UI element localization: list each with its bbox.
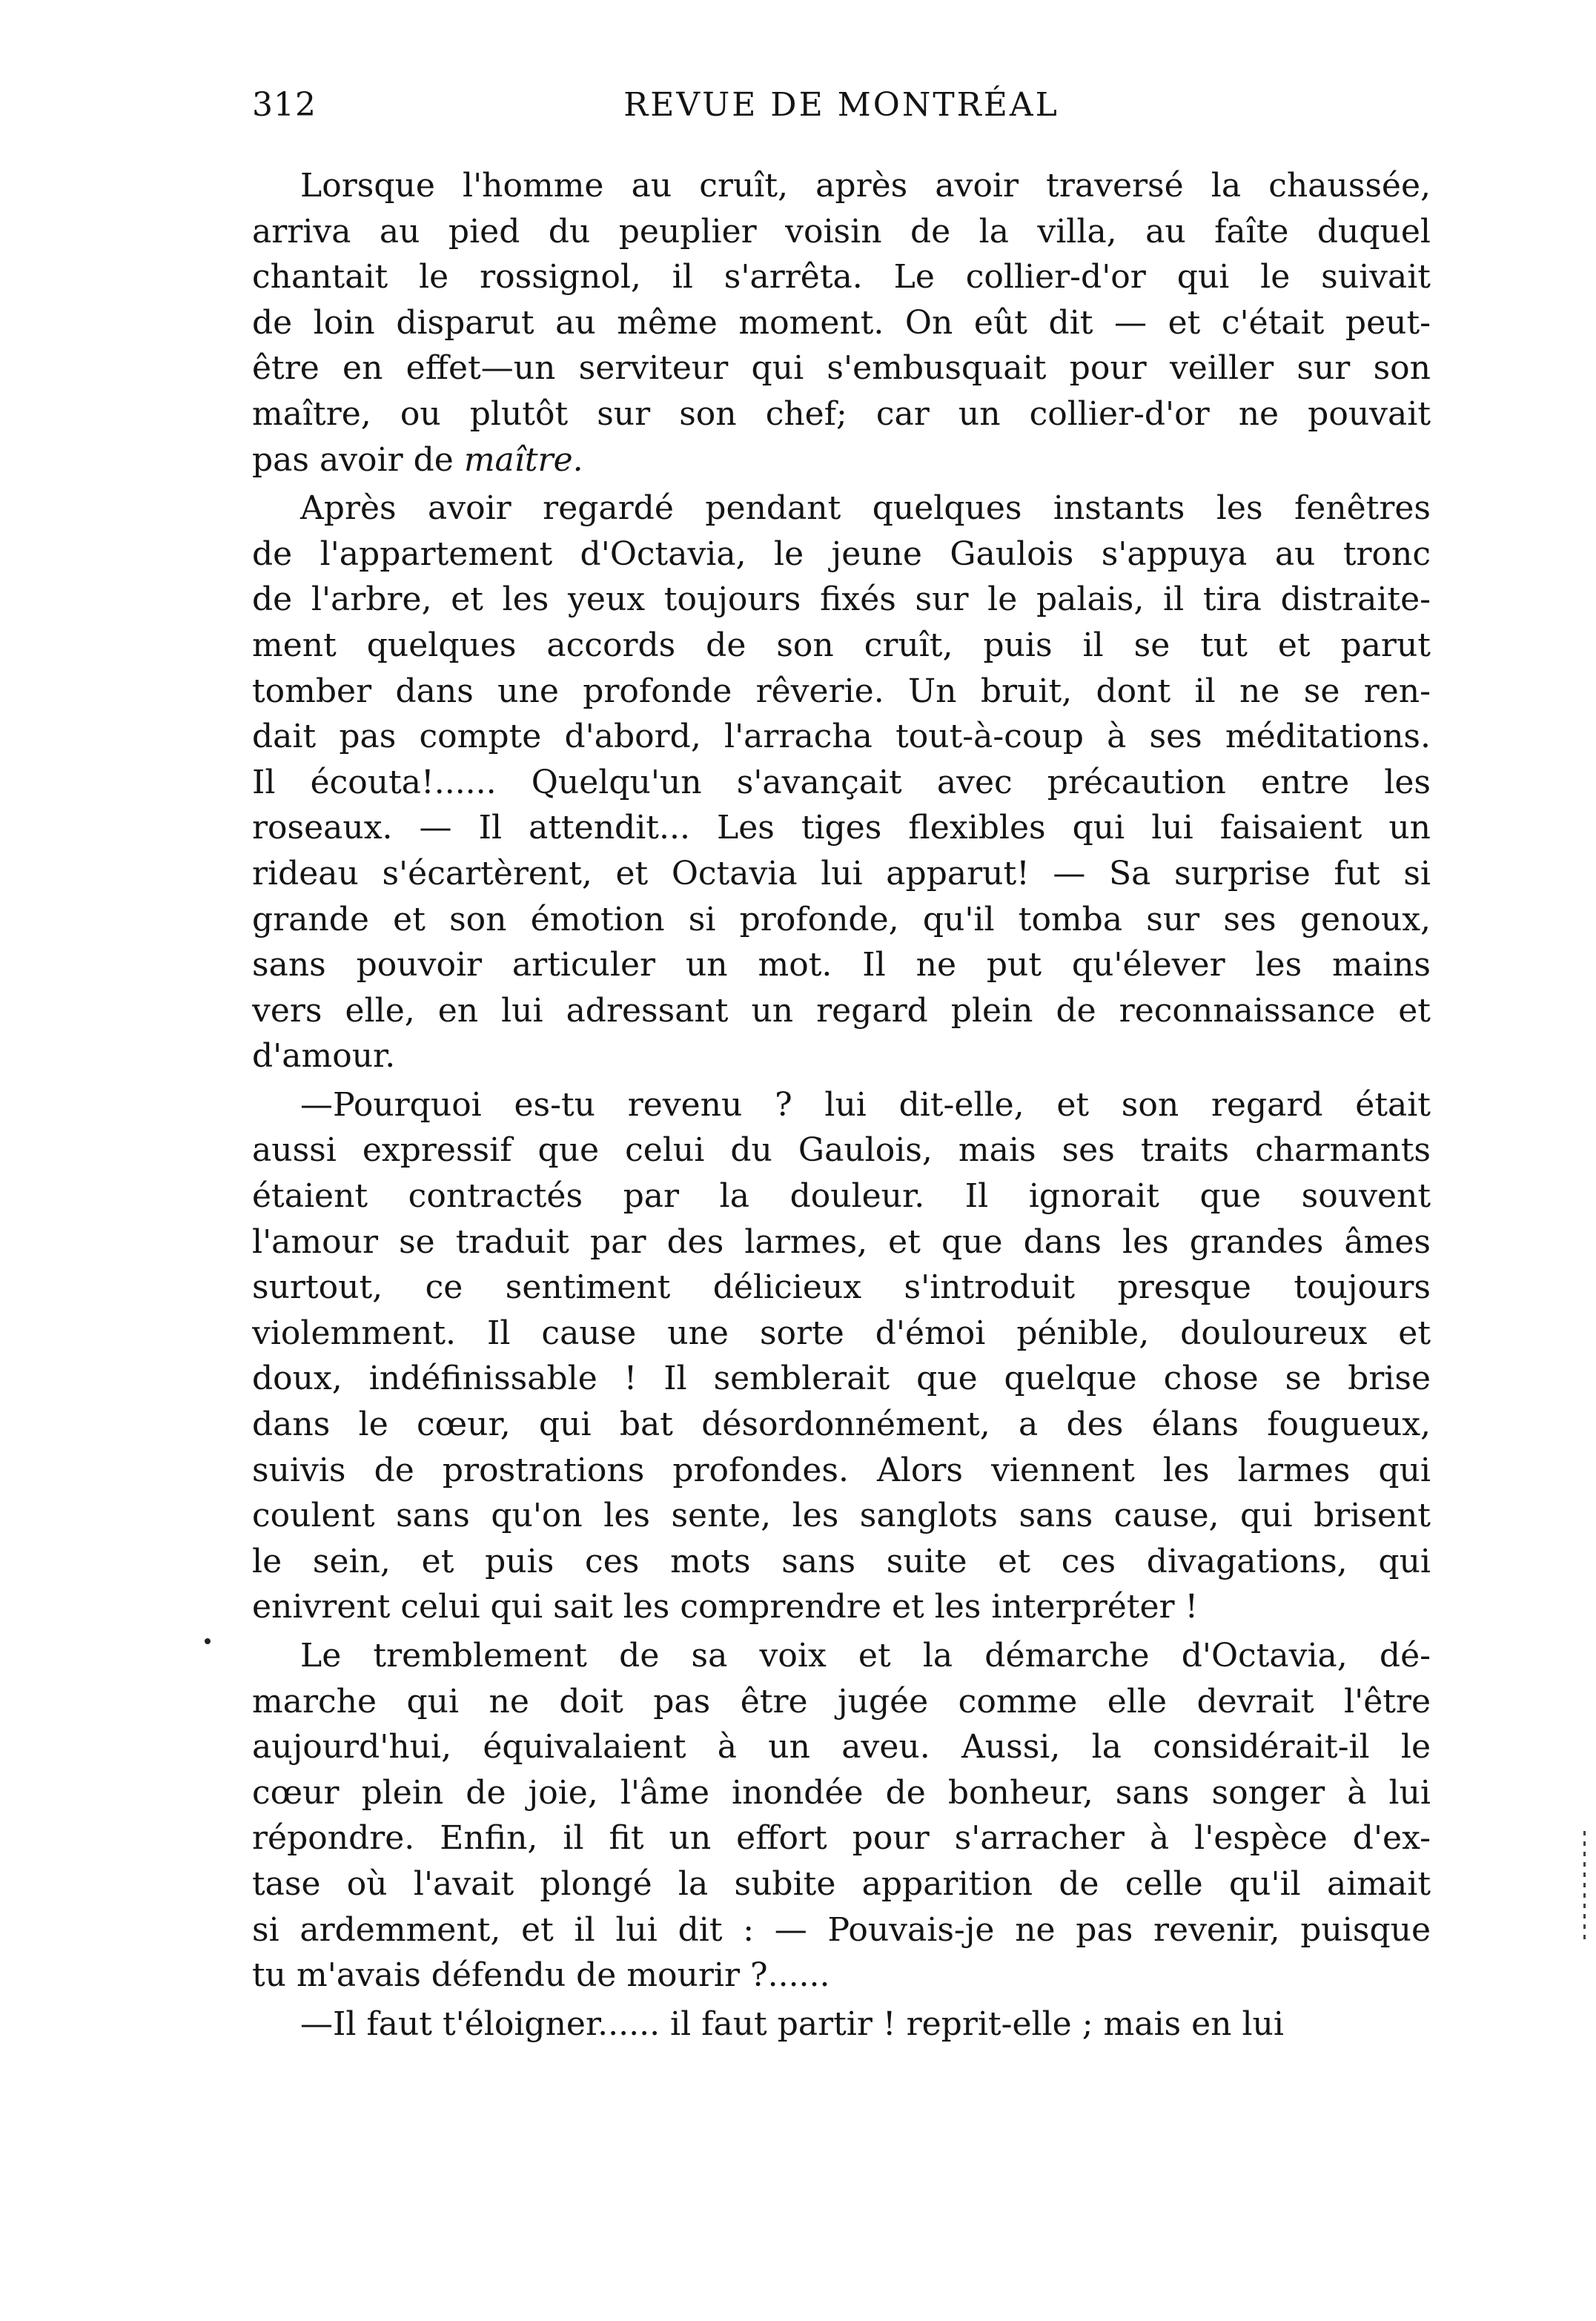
text-line: de loin disparut au même moment. On eût dit — et c'était peut-	[252, 303, 1431, 342]
text-line: de l'appartement d'Octavia, le jeune Gaulois s'appuya au tronc	[252, 534, 1431, 573]
paragraph	[252, 2002, 1431, 2047]
paragraph	[252, 163, 1431, 483]
text-line: —Pourquoi es-tu revenu ? lui dit-elle, et son regard était	[300, 1085, 1431, 1124]
text-line: arriva au pied du peuplier voisin de la villa, au faîte duquel	[252, 212, 1431, 251]
text-line: sans pouvoir articuler un mot. Il ne put qu'élever les mains	[252, 946, 1431, 984]
text-line: Après avoir regardé pendant quelques instants les fenêtres	[300, 489, 1431, 528]
paragraph	[252, 486, 1431, 1079]
paragraph-gap	[252, 2047, 1431, 2050]
text-line: d'amour.	[252, 1037, 396, 1076]
text-line: dans le cœur, qui bat désordonnément, a des élans fougueux,	[252, 1405, 1431, 1444]
paragraph	[252, 1633, 1431, 1999]
text-line: Le tremblement de sa voix et la démarche d'Octavia, dé-	[300, 1637, 1431, 1675]
running-head: REVUE DE MONTRÉAL	[623, 86, 1059, 124]
text-line: chantait le rossignol, il s'arrêta. Le collier-d'or qui le suivait	[252, 258, 1431, 297]
text-line: violemment. Il cause une sorte d'émoi pénible, douloureux et	[252, 1314, 1431, 1352]
paragraph	[252, 1082, 1431, 1630]
text-line: rideau s'écartèrent, et Octavia lui apparut! — Sa surprise fut si	[252, 854, 1431, 893]
text-line: grande et son émotion si profonde, qu'il tomba sur ses genoux,	[252, 900, 1431, 938]
text-line: ment quelques accords de son cruît, puis il se tut et parut	[252, 626, 1431, 664]
text-line: de l'arbre, et les yeux toujours fixés sur le palais, il tira distraite-	[252, 580, 1431, 619]
text-line: l'amour se traduit par des larmes, et que dans les grandes âmes	[252, 1222, 1431, 1261]
body-text	[252, 163, 1431, 2050]
text-line: tu m'avais défendu de mourir ?......	[252, 1956, 830, 1995]
text-line: enivrent celui qui sait les comprendre et les interpréter !	[252, 1588, 1199, 1626]
text-line: Il écouta!...... Quelqu'un s'avançait avec précaution entre les	[252, 763, 1431, 801]
text-line: surtout, ce sentiment délicieux s'introduit presque toujours	[252, 1268, 1431, 1307]
text-line: maître, ou plutôt sur son chef; car un collier-d'or ne pouvait	[252, 394, 1431, 433]
text-line: suivis de prostrations profondes. Alors viennent les larmes qui	[252, 1451, 1431, 1489]
text-line: dait pas compte d'abord, l'arracha tout-à-coup à ses méditations.	[252, 718, 1431, 756]
text-line: étaient contractés par la douleur. Il ignorait que souvent	[252, 1177, 1431, 1216]
text-line: coulent sans qu'on les sente, les sanglots sans cause, qui brisent	[252, 1497, 1431, 1535]
text-line: aussi expressif que celui du Gaulois, mais ses traits charmants	[252, 1131, 1431, 1170]
text-line: marche qui ne doit pas être jugée comme elle devrait l'être	[252, 1682, 1431, 1721]
text-line: tase où l'avait plongé la subite apparition de celle qu'il aimait	[252, 1864, 1431, 1903]
text-line: si ardemment, et il lui dit : — Pouvais-je ne pas revenir, puisque	[252, 1910, 1431, 1949]
italic-word: maître.	[463, 440, 583, 479]
page-number: 312	[252, 86, 317, 124]
text-line: aujourd'hui, équivalaient à un aveu. Aussi, la considérait-il le	[252, 1728, 1431, 1767]
text-line: —Il faut t'éloigner...... il faut partir ! reprit-elle ; mais en lui	[300, 2004, 1284, 2043]
text-fragment: pas avoir de	[252, 440, 464, 479]
page-header	[252, 83, 1431, 142]
text-line: cœur plein de joie, l'âme inondée de bonheur, sans songer à lui	[252, 1773, 1431, 1812]
text-line: Lorsque l'homme au cruît, après avoir traversé la chaussée,	[300, 167, 1431, 205]
text-line	[252, 437, 1431, 483]
text-line: roseaux. — Il attendit... Les tiges flexibles qui lui faisaient un	[252, 809, 1431, 847]
text-line: le sein, et puis ces mots sans suite et ces divagations, qui	[252, 1542, 1431, 1580]
text-line: répondre. Enfin, il fit un effort pour s'arracher à l'espèce d'ex-	[252, 1819, 1431, 1858]
text-line: doux, indéfinissable ! Il semblerait que quelque chose se brise	[252, 1360, 1431, 1398]
text-line: tomber dans une profonde rêverie. Un bruit, dont il ne se ren-	[252, 672, 1431, 710]
page-edge-mark	[1583, 1831, 1586, 1942]
text-line: vers elle, en lui adressant un regard plein de reconnaissance et	[252, 991, 1431, 1030]
margin-dot	[205, 1638, 211, 1644]
text-line: être en effet—un serviteur qui s'embusquait pour veiller sur son	[252, 349, 1431, 388]
